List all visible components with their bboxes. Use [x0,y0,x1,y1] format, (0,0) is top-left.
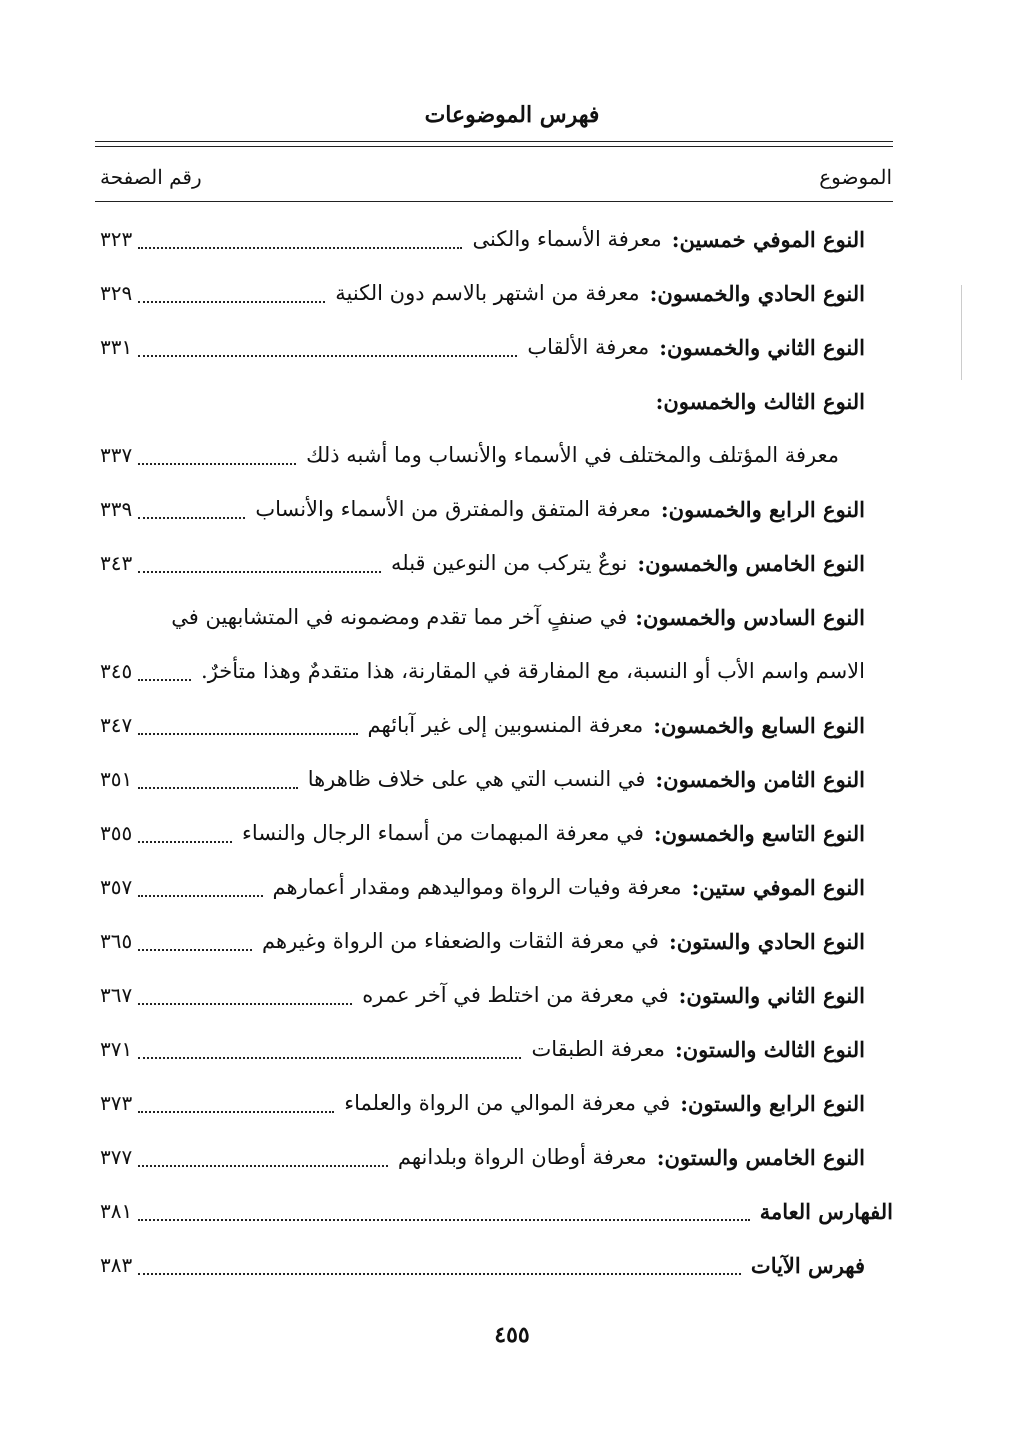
toc-entry-section[interactable] [100,1184,893,1238]
entry-text: معرفة المنسوبين إلى غير آبائهم [367,712,644,737]
toc-entry-continuation[interactable] [100,428,865,482]
entry-page-number: ٣٢٣ [100,227,133,251]
entry-page-number: ٣٤٧ [100,713,133,737]
entry-page-number: ٣٦٧ [100,983,133,1007]
entry-label: النوع الرابع والستون: [680,1090,865,1116]
dot-leader [138,678,191,681]
entry-text: في معرفة من اختلط في آخر عمره [362,982,669,1007]
entry-label: النوع السادس والخمسون: [635,604,865,630]
entry-label: النوع السابع والخمسون: [653,712,865,738]
dot-leader [138,300,325,303]
entry-text: معرفة الطبقات [531,1036,665,1061]
entry-page-number: ٣٨١ [100,1199,133,1223]
dot-leader [138,1110,334,1113]
entry-text: نوعٌ يتركب من النوعين قبله [390,550,628,575]
entry-page-number: ٣٤٥ [100,659,133,683]
entry-label: النوع الثاني والستون: [678,982,865,1008]
entry-text: في صنفٍ آخر مما تقدم ومضمونه في المتشابهين في [171,604,628,629]
entry-page-number: ٣٢٩ [100,281,133,305]
entry-text: معرفة المتفق والمفترق من الأسماء والأنساب [255,496,651,521]
entry-label: النوع الرابع والخمسون: [660,496,865,522]
toc-entry[interactable] [100,752,865,806]
dot-leader [138,1164,388,1167]
dot-leader [138,1056,521,1059]
dot-leader [138,948,252,951]
entry-text: في معرفة الثقات والضعفاء من الرواة وغيرهم [262,928,659,953]
column-header-topic: الموضوع [819,165,892,189]
toc-entry[interactable] [100,1022,865,1076]
entry-page-number: ٣٧٧ [100,1145,133,1169]
entry-label: النوع الخامس والخمسون: [637,550,865,576]
header-rule-upper [95,141,893,142]
toc-entry[interactable] [100,914,865,968]
entry-label: الفهارس العامة [759,1198,893,1224]
entry-label: النوع الحادي والستون: [668,928,865,954]
toc-entry[interactable] [100,1130,865,1184]
dot-leader [138,246,462,249]
toc-entry[interactable] [100,698,865,752]
page-edge-mark [961,285,962,380]
entry-label: فهرس الآيات [750,1252,865,1278]
toc-entry-multiline-start[interactable] [100,590,865,644]
dot-leader [138,1272,741,1275]
entry-label: النوع الثامن والخمسون: [655,766,865,792]
entry-page-number: ٣٧٣ [100,1091,133,1115]
toc-entry[interactable] [100,320,865,374]
entry-text: في النسب التي هي على خلاف ظاهرها [307,766,646,791]
header-rule-lower [95,146,893,147]
dot-leader [138,732,357,735]
entry-page-number: ٣٥٥ [100,821,133,845]
column-header-rule [95,201,893,202]
toc-entry[interactable] [100,1076,865,1130]
dot-leader [138,462,296,465]
entry-label: النوع التاسع والخمسون: [653,820,865,846]
dot-leader [138,894,262,897]
dot-leader [138,786,297,789]
entry-text: معرفة من اشتهر بالاسم دون الكنية [335,280,640,305]
dot-leader [138,570,381,573]
entry-label: النوع الموفي ستين: [691,874,865,900]
toc-entry[interactable] [100,968,865,1022]
entry-page-number: ٣٣٧ [100,443,133,467]
toc-entry-section[interactable] [100,1238,865,1292]
entry-text: في معرفة الموالي من الرواة والعلماء [344,1090,671,1115]
entry-text: في معرفة المبهمات من أسماء الرجال والنساء [242,820,644,845]
entry-page-number: ٣٥١ [100,767,133,791]
entry-text: معرفة الأسماء والكنى [472,226,662,251]
dot-leader [138,516,245,519]
entry-page-number: ٣٣١ [100,335,133,359]
dot-leader [138,354,517,357]
toc-entry[interactable] [100,482,865,536]
entry-page-number: ٣٥٧ [100,875,133,899]
entry-page-number: ٣٧١ [100,1037,133,1061]
toc-entry-continuation[interactable] [100,644,865,698]
entry-text: معرفة الألقاب [527,334,650,359]
toc-entry[interactable] [100,212,865,266]
entry-text: الاسم واسم الأب أو النسبة، مع المفارقة في المقارنة، هذا متقدمٌ وهذا متأخرٌ. [201,658,865,683]
entry-label: النوع الثالث والخمسون: [655,388,865,414]
toc-entry[interactable] [100,536,865,590]
toc-entry[interactable] [100,806,865,860]
entry-text: معرفة وفيات الرواة ومواليدهم ومقدار أعمارهم [272,874,682,899]
entry-text: معرفة أوطان الرواة وبلدانهم [397,1144,647,1169]
toc-entry[interactable] [100,860,865,914]
entry-label: النوع الخامس والستون: [656,1144,865,1170]
entry-page-number: ٣٣٩ [100,497,133,521]
entry-label: النوع الثالث والستون: [674,1036,865,1062]
page-title: فهرس الموضوعات [424,102,600,128]
entry-page-number: ٣٨٣ [100,1253,133,1277]
toc-entry-heading [100,374,865,428]
dot-leader [138,1218,749,1221]
dot-leader [138,840,232,843]
entry-text: معرفة المؤتلف والمختلف في الأسماء والأنساب وما أشبه ذلك [306,442,839,467]
toc-entries [100,212,893,1292]
column-header-page: رقم الصفحة [100,165,202,189]
entry-label: النوع الثاني والخمسون: [659,334,865,360]
dot-leader [138,1002,352,1005]
toc-entry[interactable] [100,266,865,320]
page-number: ٤٥٥ [494,1322,530,1348]
entry-label: النوع الحادي والخمسون: [649,280,865,306]
entry-page-number: ٣٦٥ [100,929,133,953]
entry-label: النوع الموفي خمسين: [671,226,865,252]
entry-page-number: ٣٤٣ [100,551,133,575]
